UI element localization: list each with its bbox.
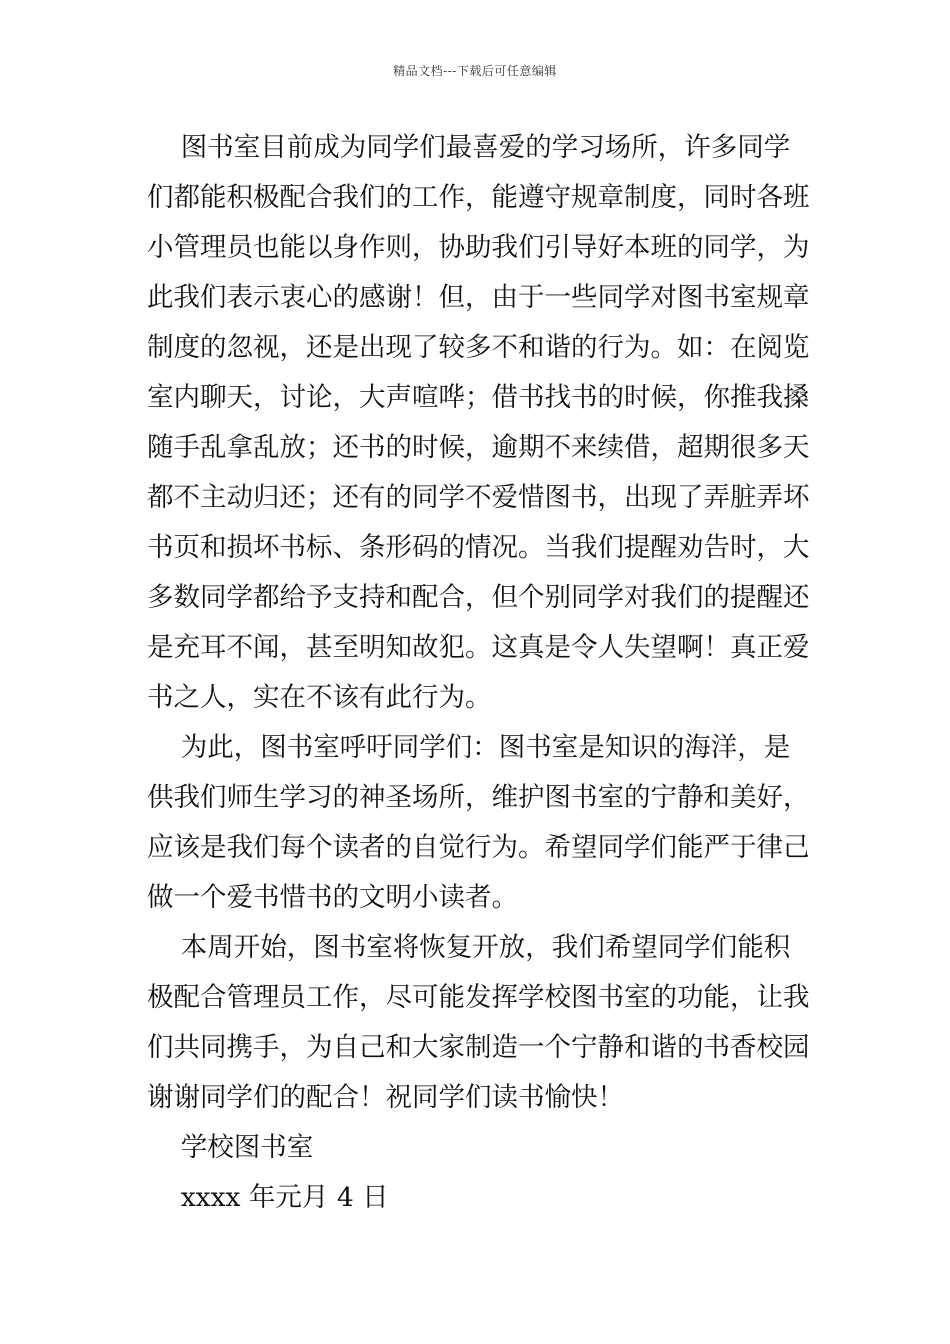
- date-line: xxxx 年元月 4 日: [147, 1182, 389, 1213]
- body-line: 制度的忽视，还是出现了较多不和谐的行为。如：在阅览: [147, 332, 810, 363]
- body-line: 是充耳不闻，甚至明知故犯。这真是令人失望啊！真正爱: [147, 632, 810, 663]
- body-line: 谢谢同学们的配合！祝同学们读书愉快！: [147, 1082, 624, 1113]
- signature-line: 学校图书室: [147, 1132, 314, 1163]
- body-line: 书页和损坏书标、条形码的情况。当我们提醒劝告时，大: [147, 532, 810, 563]
- body-line: 此我们表示衷心的感谢！但，由于一些同学对图书室规章: [147, 282, 810, 313]
- body-line: 应该是我们每个读者的自觉行为。希望同学们能严于律己: [147, 832, 810, 863]
- body-line: 书之人，实在不该有此行为。: [147, 682, 492, 713]
- body-line: 们共同携手，为自己和大家制造一个宁静和谐的书香校园: [147, 1032, 810, 1063]
- body-line: 室内聊天，讨论，大声喧哗；借书找书的时候，你推我搡: [147, 382, 810, 413]
- body-line: 做一个爱书惜书的文明小读者。: [147, 882, 518, 913]
- page-header: 精品文档---下载后可任意编辑: [393, 64, 557, 78]
- body-line: 供我们师生学习的神圣场所，维护图书室的宁静和美好，: [147, 782, 810, 813]
- body-line: 极配合管理员工作，尽可能发挥学校图书室的功能，让我: [147, 982, 810, 1013]
- body-line: 小管理员也能以身作则，协助我们引导好本班的同学，为: [147, 232, 810, 263]
- body-line: 们都能积极配合我们的工作，能遵守规章制度，同时各班: [147, 182, 810, 213]
- body-line: 为此，图书室呼吁同学们：图书室是知识的海洋，是: [147, 732, 791, 763]
- body-line: 本周开始，图书室将恢复开放，我们希望同学们能积: [147, 932, 791, 963]
- body-line: 图书室目前成为同学们最喜爱的学习场所，许多同学: [147, 132, 791, 163]
- body-line: 随手乱拿乱放；还书的时候，逾期不来续借，超期很多天: [147, 432, 810, 463]
- body-line: 都不主动归还；还有的同学不爱惜图书，出现了弄脏弄坏: [147, 482, 810, 513]
- body-line: 多数同学都给予支持和配合，但个别同学对我们的提醒还: [147, 582, 810, 613]
